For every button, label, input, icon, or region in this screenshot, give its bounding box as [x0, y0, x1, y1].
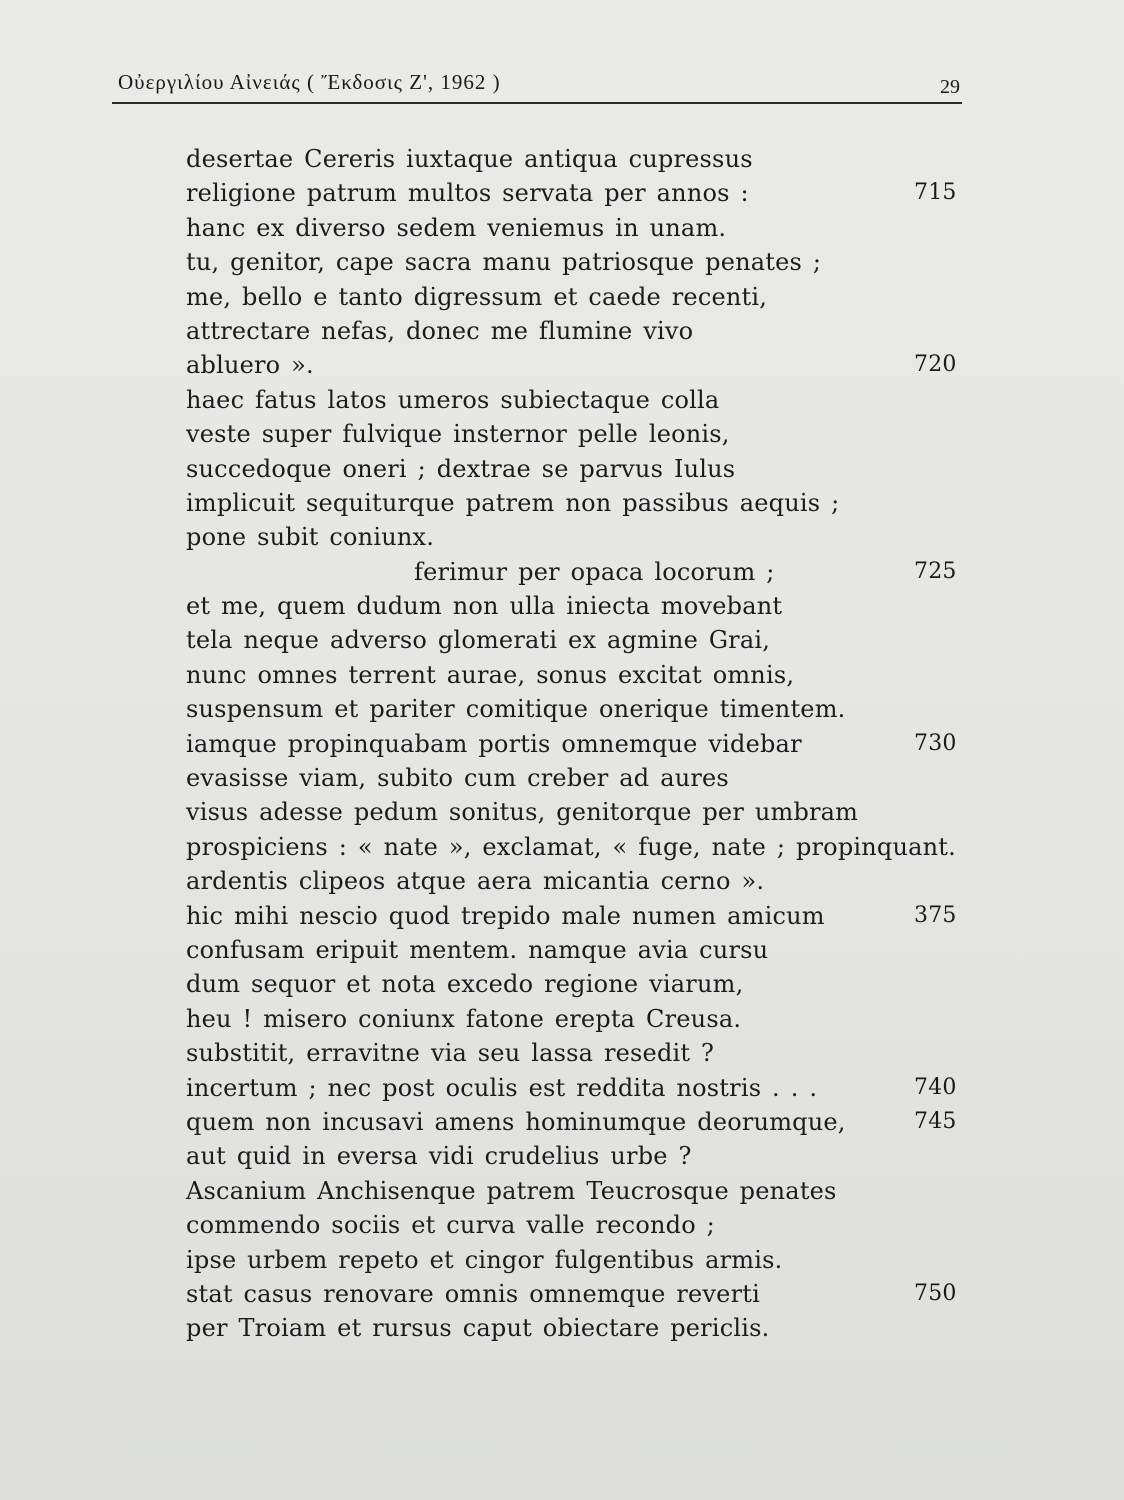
verse-line: [186, 1071, 986, 1105]
verse-line: [186, 348, 986, 382]
verse-line: [186, 314, 986, 348]
verse-text: suspensum et pariter comitique onerique timentem.: [186, 695, 846, 724]
verse-line: [186, 967, 986, 1001]
verse-text: per Troiam et rursus caput obiectare periclis.: [186, 1314, 770, 1343]
verse-text: evasisse viam, subito cum creber ad aures: [186, 764, 729, 793]
line-number: 715: [914, 180, 957, 206]
line-number: 725: [914, 558, 957, 584]
verse-text: stat casus renovare omnis omnemque reverti: [186, 1279, 760, 1308]
line-number: 745: [914, 1108, 957, 1134]
verse-text: pone subit coniunx.: [186, 523, 435, 552]
verse-line: [186, 1174, 986, 1208]
verse-text: attrectare nefas, donec me flumine vivo: [186, 316, 694, 345]
verse-line: [186, 1277, 986, 1311]
verse-text: ipse urbem repeto et cingor fulgentibus armis.: [186, 1245, 783, 1274]
line-number: 720: [914, 352, 957, 378]
verse-text: et me, quem dudum non ulla iniecta movebant: [186, 592, 783, 621]
verse-line: [186, 1002, 986, 1036]
verse-line: [186, 211, 986, 245]
verse-line: [186, 176, 986, 210]
verse-block: [186, 142, 986, 1346]
verse-text: confusam eripuit mentem. namque avia cursu: [186, 935, 769, 964]
verse-text: quem non incusavi amens hominumque deorumque,: [186, 1107, 846, 1136]
verse-line: [186, 555, 986, 589]
verse-text: tu, genitor, cape sacra manu patriosque penates ;: [186, 248, 822, 277]
line-number: 750: [914, 1280, 957, 1306]
verse-line: [186, 417, 986, 451]
verse-line: [186, 623, 986, 657]
verse-text: tela neque adverso glomerati ex agmine Grai,: [186, 626, 771, 655]
verse-line: [186, 1139, 986, 1173]
verse-line: [186, 245, 986, 279]
verse-line: [186, 1311, 986, 1345]
verse-line: [186, 486, 986, 520]
verse-line: [186, 761, 986, 795]
verse-line: [186, 383, 986, 417]
header-title: Οὐεργιλίου Αἰνειάς ( Ἔκδοσις Ζ', 1962 ): [118, 70, 501, 94]
verse-text: prospiciens : « nate », exclamat, « fuge, nate ; propinquant.: [186, 832, 956, 861]
verse-line: [186, 1105, 986, 1139]
verse-line: [186, 520, 986, 554]
verse-text: ardentis clipeos atque aera micantia cerno ».: [186, 867, 765, 896]
verse-text: veste super fulvique insternor pelle leonis,: [186, 420, 730, 449]
line-number: 730: [914, 730, 957, 756]
verse-text: implicuit sequiturque patrem non passibus aequis ;: [186, 488, 840, 517]
verse-text: haec fatus latos umeros subiectaque colla: [186, 385, 720, 414]
verse-text: desertae Cereris iuxtaque antiqua cupressus: [186, 145, 753, 173]
line-number: 375: [914, 902, 957, 928]
verse-text: iamque propinquabam portis omnemque videbar: [186, 729, 802, 758]
verse-text: commendo sociis et curva valle recondo ;: [186, 1211, 715, 1240]
verse-line: [186, 1243, 986, 1277]
verse-line: [186, 830, 986, 864]
verse-text: abluero ».: [186, 351, 314, 380]
verse-line: [186, 899, 986, 933]
verse-line: [186, 795, 986, 829]
running-header: [112, 66, 962, 104]
verse-line: [186, 280, 986, 314]
verse-text: ferimur per opaca locorum ;: [414, 557, 775, 586]
verse-text: dum sequor et nota excedo regione viarum,: [186, 970, 744, 999]
verse-line: [186, 727, 986, 761]
verse-text: hic mihi nescio quod trepido male numen amicum: [186, 901, 825, 930]
verse-line: [186, 1208, 986, 1242]
verse-line: [186, 1036, 986, 1070]
verse-text: me, bello e tanto digressum et caede recenti,: [186, 282, 768, 311]
verse-text: aut quid in eversa vidi crudelius urbe ?: [186, 1142, 692, 1171]
verse-text: visus adesse pedum sonitus, genitorque per umbram: [186, 798, 859, 827]
verse-line: [186, 864, 986, 898]
verse-line: [186, 658, 986, 692]
page-number: 29: [940, 76, 960, 98]
verse-text: substitit, erravitne via seu lassa resedit ?: [186, 1039, 715, 1068]
verse-line: [186, 452, 986, 486]
line-number: 740: [914, 1074, 957, 1100]
verse-text: incertum ; nec post oculis est reddita nostris . . .: [186, 1073, 818, 1102]
verse-text: religione patrum multos servata per annos :: [186, 179, 749, 208]
verse-text: hanc ex diverso sedem veniemus in unam.: [186, 213, 727, 242]
verse-text: heu ! misero coniunx fatone erepta Creusa.: [186, 1004, 742, 1033]
verse-text: succedoque oneri ; dextrae se parvus Iulus: [186, 454, 736, 483]
verse-text: nunc omnes terrent aurae, sonus excitat omnis,: [186, 660, 795, 689]
verse-line: [186, 933, 986, 967]
verse-line: [186, 692, 986, 726]
verse-line: [186, 142, 986, 176]
verse-line: [186, 589, 986, 623]
verse-text: Ascanium Anchisenque patrem Teucrosque penates: [186, 1176, 837, 1205]
